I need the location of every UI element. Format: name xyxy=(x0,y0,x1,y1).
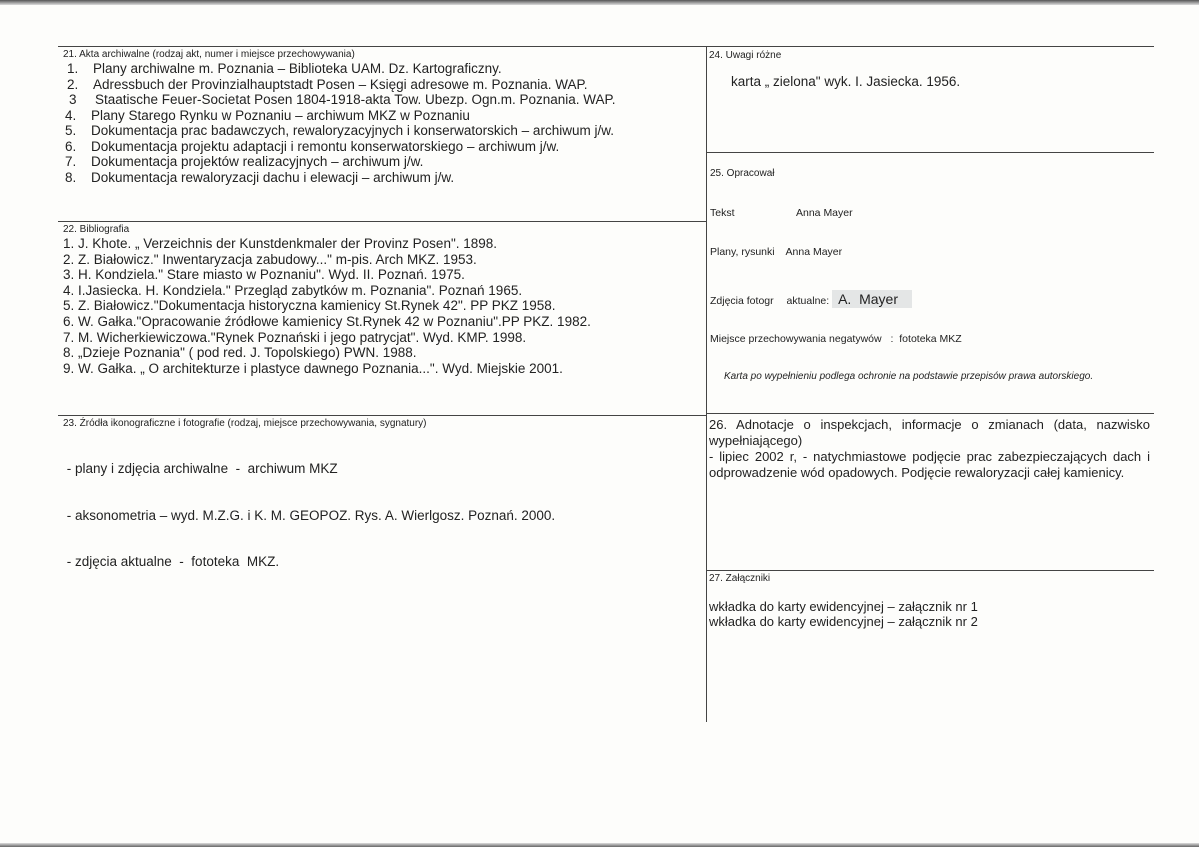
list-item: 1. J. Khote. „ Verzeichnis der Kunstdenkmaler der Provinz Posen". 1898. xyxy=(63,236,498,251)
list-item: 3. H. Kondziela." Stare miasto w Poznaniu". Wyd. II. Poznań. 1975. xyxy=(63,267,465,283)
text-author: Anna Mayer xyxy=(796,207,853,219)
remarks-text: karta „ zielona" wyk. I. Jasiecka. 1956. xyxy=(731,74,961,89)
text-author-row xyxy=(710,207,853,219)
archival-records-list xyxy=(63,61,703,185)
rule-25-26 xyxy=(706,413,1154,414)
section-27-attachments xyxy=(709,573,1149,629)
negatives-location: : fototeka MKZ xyxy=(890,333,962,345)
list-item: - zdjęcia aktualne - fototeka MKZ. xyxy=(63,554,280,569)
list-item: 4. Plany Starego Rynku w Poznaniu – archiwum MKZ w Poznaniu xyxy=(65,107,470,123)
section-26-title: 26. Adnotacje o inspekcjach, informacje o zmianach (data, nazwisko wypełniającego) xyxy=(709,417,1150,448)
list-item: 2. Adressbuch der Provinzialhauptstadt Posen – Księgi adresowe m. Poznania. WAP. xyxy=(67,76,588,92)
list-item: 4. I.Jasiecka. H. Kondziela." Przegląd zabytków m. Poznania". Poznań 1965. xyxy=(63,282,523,298)
iconographic-sources-list xyxy=(63,430,703,601)
negatives-location-row xyxy=(710,333,962,345)
photos-author: A. Mayer xyxy=(832,290,912,308)
list-item: 8. „Dzieje Poznania" ( pod red. J. Topolskiego) PWN. 1988. xyxy=(63,345,417,361)
section-21-archival-records xyxy=(63,49,703,185)
bibliography-list xyxy=(63,236,703,376)
list-item: 6. Dokumentacja projektu adaptacji i remontu konserwatorskiego – archiwum j/w. xyxy=(65,138,560,154)
section-25-prepared-by xyxy=(710,168,1150,180)
rule-24-25 xyxy=(706,152,1154,153)
list-item: - plany i zdjęcia archiwalne - archiwum MKZ xyxy=(63,461,338,476)
photos-author-row xyxy=(710,291,912,307)
list-item: 6. W. Gałka."Opracowanie źródłowe kamienicy St.Rynek 42 w Poznaniu".PP PKZ. 1982. xyxy=(63,313,591,329)
inspections-text: - lipiec 2002 r, - natychmiastowe podjęcie prac zabezpieczających dach i odprowadzenie wód opadowych. Podjęcie rewaloryzacji całej kamienicy. xyxy=(709,449,1150,480)
section-24-title: 24. Uwagi różne xyxy=(709,50,782,61)
top-rule xyxy=(58,46,1154,47)
section-27-title: 27. Załączniki xyxy=(709,573,771,584)
rule-22-23 xyxy=(58,415,706,416)
drawings-author: Anna Mayer xyxy=(785,246,843,258)
section-26-inspections xyxy=(709,417,1150,481)
section-24-remarks xyxy=(709,50,1149,90)
column-divider xyxy=(706,46,707,722)
current-photos-label: aktualne: xyxy=(786,295,830,307)
list-item: 5. Dokumentacja prac badawczych, rewaloryzacyjnych i konserwatorskich – archiwum j/w. xyxy=(65,123,614,138)
list-item: 1. Plany archiwalne m. Poznania – Biblioteka UAM. Dz. Kartograficzny. xyxy=(67,61,502,76)
section-22-title: 22. Bibliografia xyxy=(63,224,130,235)
drawings-author-row xyxy=(710,246,842,258)
section-23-title: 23. Źródła ikonograficzne i fotografie (rodzaj, miejsce przechowywania, sygnatury) xyxy=(63,418,427,429)
section-25-title: 25. Opracował xyxy=(710,168,775,179)
negatives-label: Miejsce przechowywania negatywów xyxy=(710,333,882,345)
list-item: 7. M. Wicherkiewiczowa."Rynek Poznański i jego patrycjat". Wyd. KMP. 1998. xyxy=(63,329,527,345)
list-item: - aksonometria – wyd. M.Z.G. i K. M. GEOPOZ. Rys. A. Wierlgosz. Poznań. 2000. xyxy=(63,507,556,523)
list-item: 8. Dokumentacja rewaloryzacji dachu i elewacji – archiwum j/w. xyxy=(65,169,455,185)
section-22-bibliography xyxy=(63,224,703,376)
photos-label: Zdjęcia fotogr xyxy=(710,295,774,307)
attachments-list xyxy=(709,599,1149,629)
section-21-title: 21. Akta archiwalne (rodzaj akt, numer i miejsce przechowywania) xyxy=(63,49,355,60)
list-item: 2. Z. Białowicz." Inwentaryzacja zabudowy..." m-pis. Arch MKZ. 1953. xyxy=(63,251,477,267)
section-23-iconographic-sources xyxy=(63,418,703,601)
list-item: 7. Dokumentacja projektów realizacyjnych – archiwum j/w. xyxy=(65,154,424,169)
rule-26-27 xyxy=(706,570,1154,571)
copyright-notice: Karta po wypełnieniu podlega ochronie na podstawie przepisów prawa autorskiego. xyxy=(724,371,1094,382)
list-item: wkładka do karty ewidencyjnej – załącznik nr 1 xyxy=(709,599,978,614)
list-item: 5. Z. Białowicz."Dokumentacja historyczna kamienicy St.Rynek 42". PP PKZ 1958. xyxy=(63,298,556,314)
drawings-label: Plany, rysunki xyxy=(710,246,775,258)
scan-edge-top xyxy=(0,0,1199,5)
list-item: 3 Staatische Feuer-Societat Posen 1804-1918-akta Tow. Ubezp. Ogn.m. Poznania. WAP. xyxy=(69,92,616,107)
rule-21-22 xyxy=(58,221,706,222)
text-label: Tekst xyxy=(710,207,735,219)
list-item: wkładka do karty ewidencyjnej – załącznik nr 2 xyxy=(709,614,978,629)
list-item: 9. W. Gałka. „ O architekturze i plastyce dawnego Poznania...". Wyd. Miejskie 2001. xyxy=(63,360,563,376)
scan-edge-bottom xyxy=(0,843,1199,847)
